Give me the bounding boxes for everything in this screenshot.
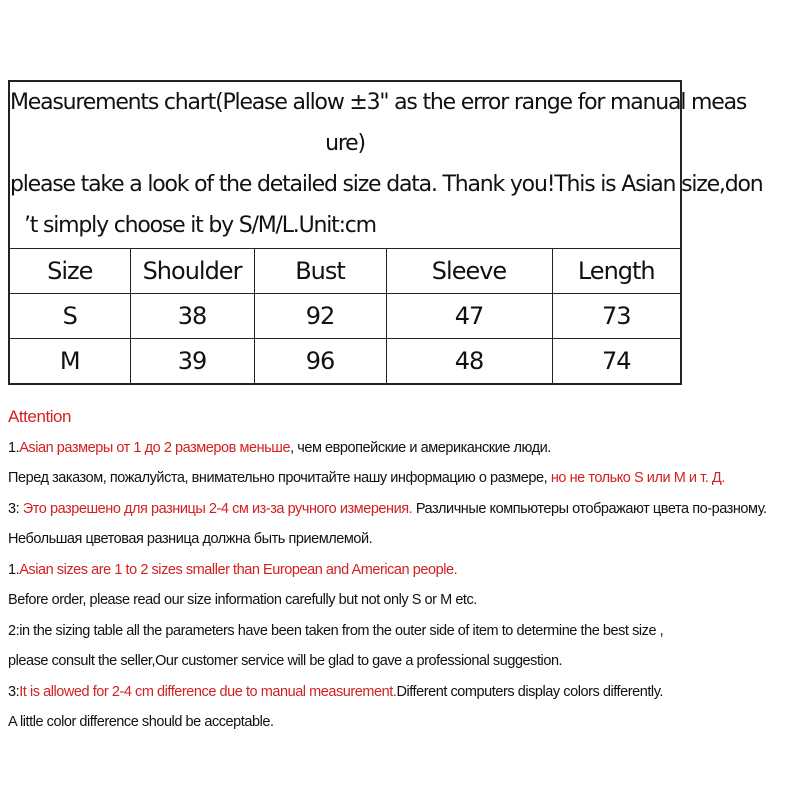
chart-title-line-1: Measurements chart(Please allow ±3" as the error range for manual meas (10, 90, 747, 115)
ru-note-line-1 (8, 433, 800, 464)
table-cell: 38 (130, 294, 254, 339)
note-highlight: Asian sizes are 1 to 2 sizes smaller than European and American people. (19, 561, 458, 578)
table-row (10, 294, 680, 339)
chart-note-line-2: ’t simply choose it by S/M/L.Unit:cm (24, 213, 376, 238)
table-header-row (10, 249, 680, 294)
table-cell: 92 (254, 294, 386, 339)
column-header-bust: Bust (254, 249, 386, 294)
table-cell: 74 (552, 339, 680, 384)
en-note-line-4: please consult the seller,Our customer service will be glad to gave a professional suggestion. (8, 653, 563, 669)
en-note-line-3: 2:in the sizing table all the parameters have been taken from the outer side of item to determine the best size , (8, 622, 664, 639)
column-header-length: Length (552, 249, 680, 294)
table-cell: 48 (386, 339, 552, 384)
table-cell: 39 (130, 339, 254, 384)
chart-header (10, 82, 763, 249)
note-highlight: It is allowed for 2-4 cm difference due to manual measurement. (19, 683, 397, 700)
note-text: Different computers display colors differently. (396, 683, 664, 700)
note-text: Различные компьютеры отображают цвета по-разному. (412, 500, 767, 517)
column-header-shoulder: Shoulder (130, 249, 254, 294)
note-text: Перед заказом, пожалуйста, внимательно прочитайте нашу информацию о размере, (8, 470, 551, 486)
size-table (10, 249, 680, 383)
notes-section (8, 402, 800, 738)
note-highlight: но не только S или M и т. Д. (550, 470, 725, 486)
ru-note-line-4: Небольшая цветовая разница должна быть приемлемой. (8, 531, 373, 547)
chart-title-line-2: ure) (325, 131, 365, 156)
note-highlight: Asian размеры от 1 до 2 размеров меньше (19, 439, 291, 456)
column-header-sleeve: Sleeve (386, 249, 552, 294)
en-note-line-1 (8, 555, 800, 586)
note-text: 3: (8, 500, 23, 517)
table-cell: 96 (254, 339, 386, 384)
ru-note-line-3 (8, 494, 800, 525)
note-text: 1. (8, 439, 20, 456)
table-row (10, 339, 680, 384)
chart-note-line-1: please take a look of the detailed size data. Thank you!This is Asian size,don (10, 172, 763, 197)
table-cell: 47 (386, 294, 552, 339)
en-note-line-5 (8, 677, 800, 708)
measurements-chart (8, 80, 763, 385)
en-note-line-6: A little color difference should be acceptable. (8, 714, 274, 730)
table-cell: M (10, 339, 130, 384)
ru-note-line-2 (8, 463, 800, 494)
note-text: 1. (8, 561, 20, 578)
column-header-size: Size (10, 249, 130, 294)
table-cell: 73 (552, 294, 680, 339)
note-text: , чем европейские и американские люди. (290, 439, 551, 456)
table-cell: S (10, 294, 130, 339)
note-highlight: Это разрешено для разницы 2-4 см из-за ручного измерения. (22, 500, 413, 517)
attention-heading: Attention (8, 407, 72, 426)
en-note-line-2: Before order, please read our size information carefully but not only S or M etc. (8, 592, 477, 608)
note-text: 3: (8, 683, 20, 700)
